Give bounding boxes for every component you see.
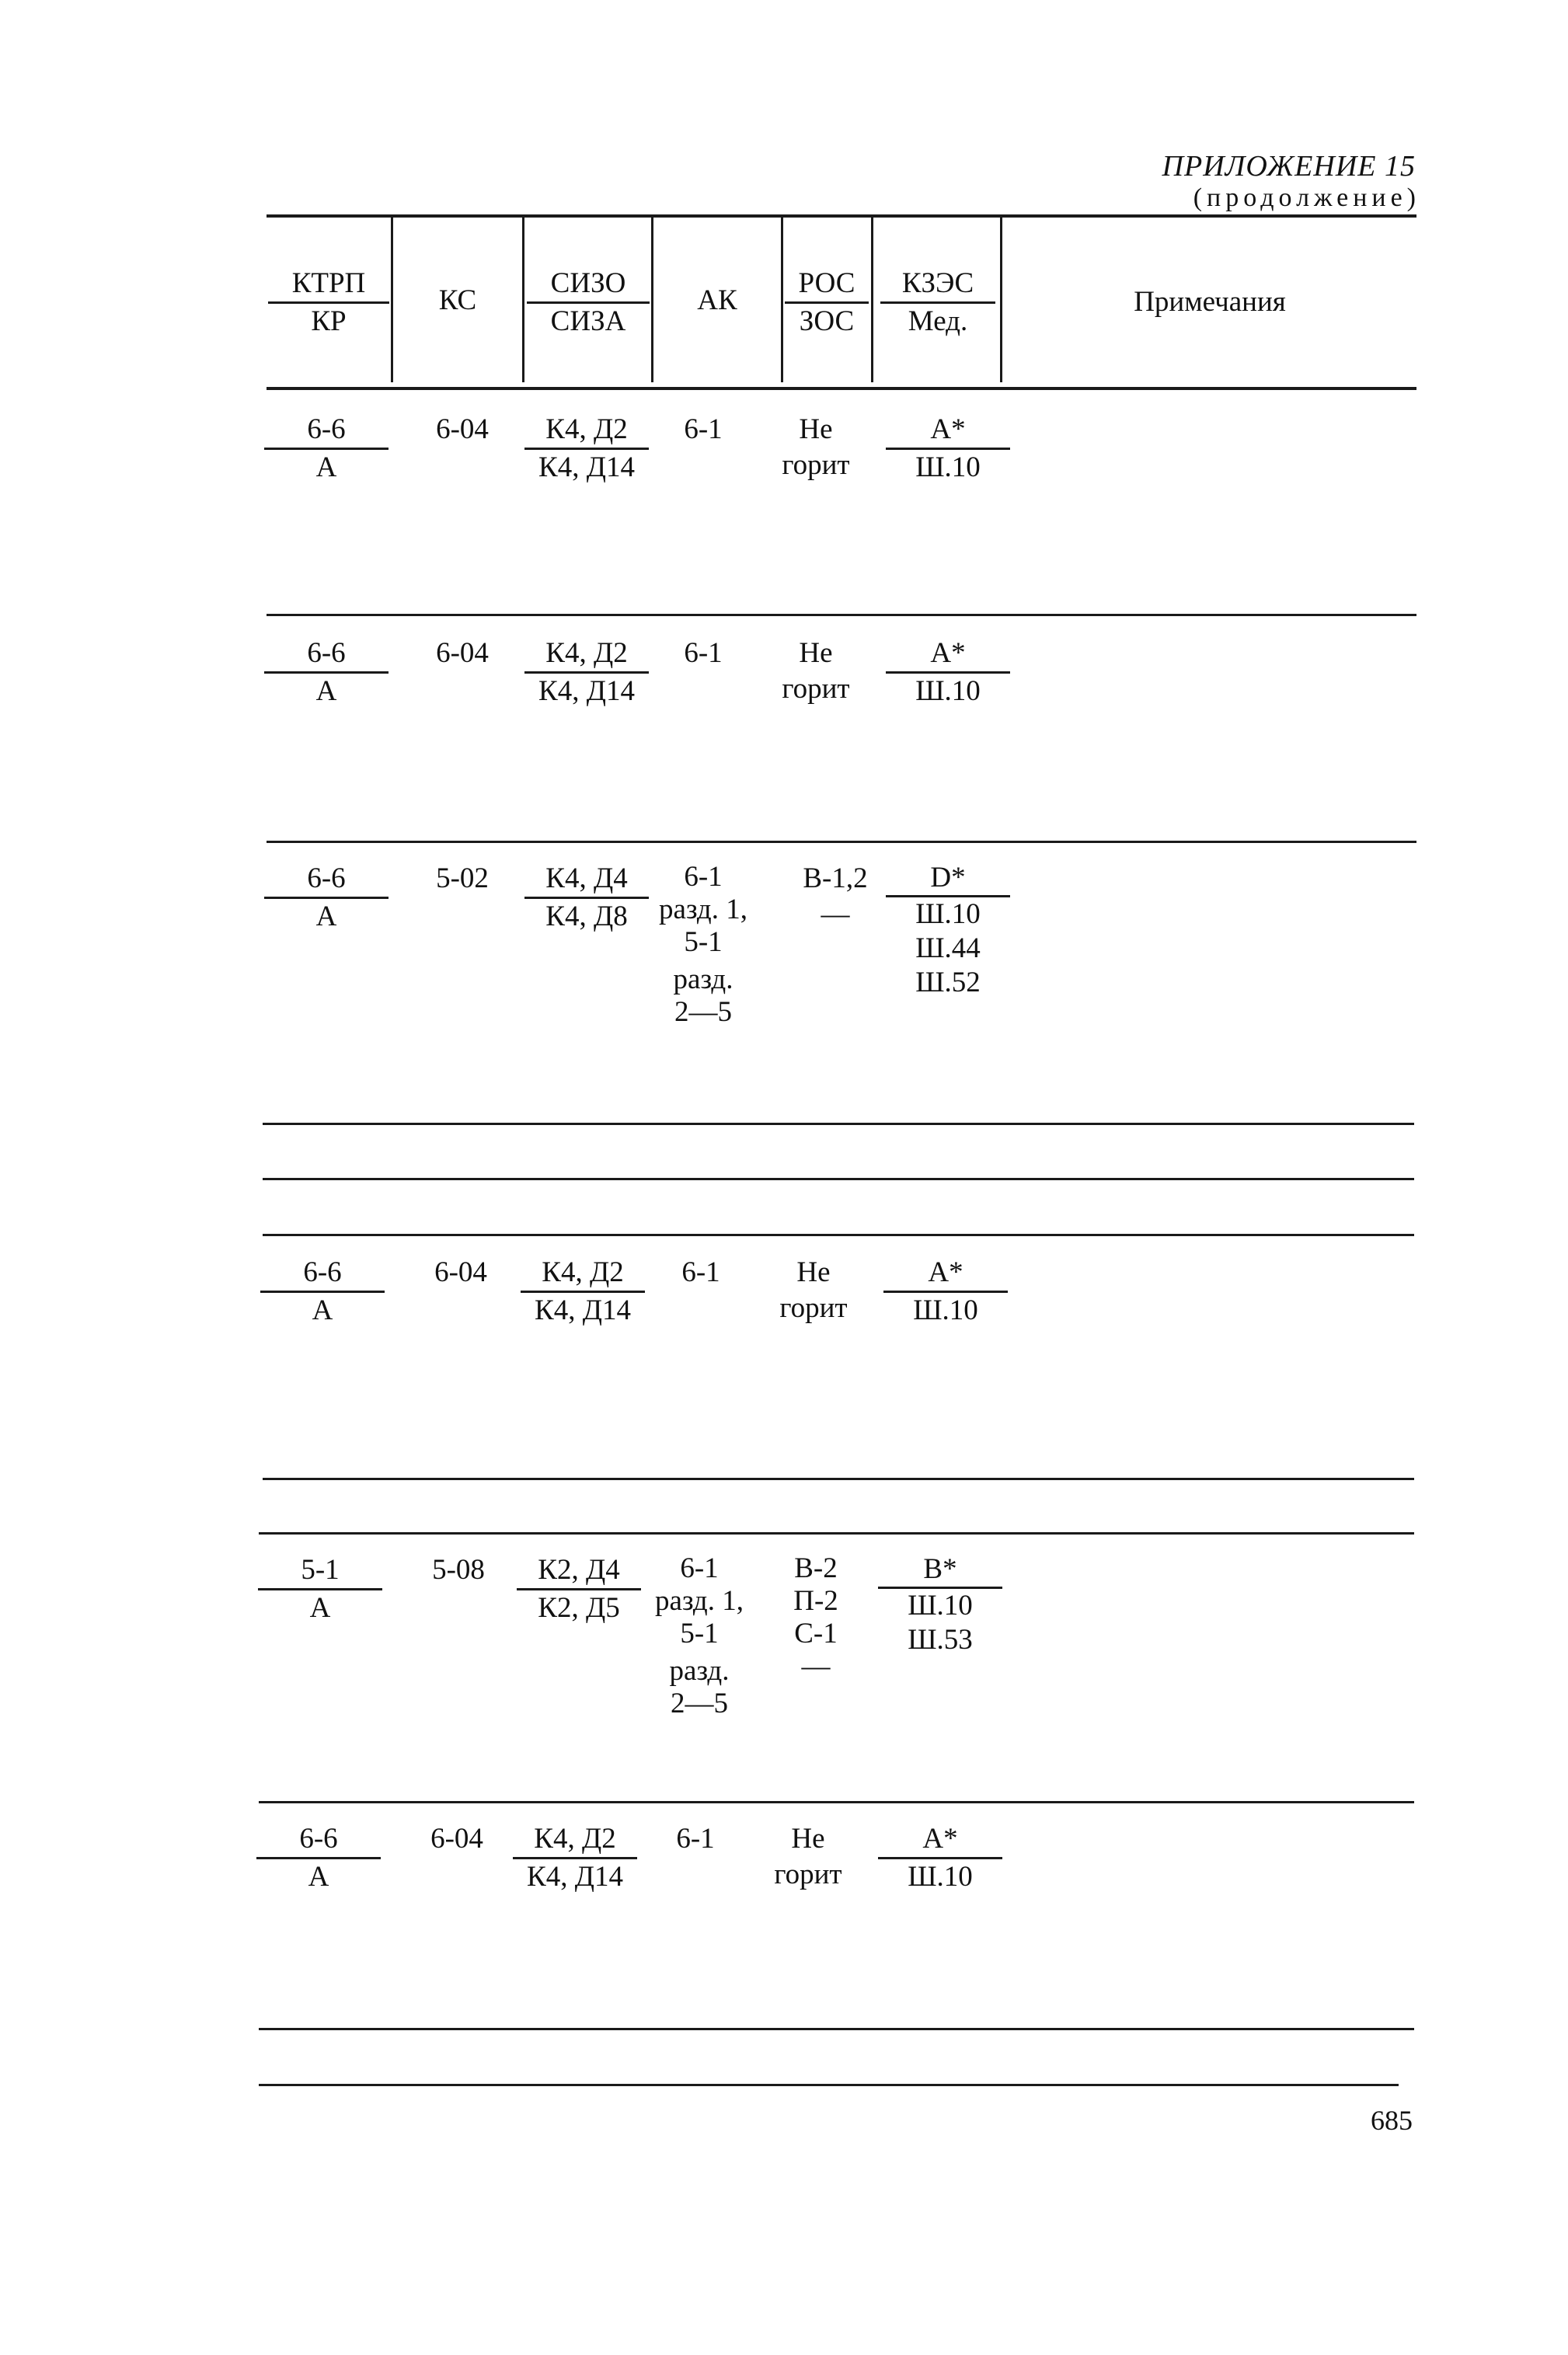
row-divider (267, 614, 1416, 616)
cell-ak: 6-1 (684, 637, 723, 669)
cell-sizo-siza: К4, Д2 К4, Д14 (521, 1255, 645, 1329)
header-divider (1000, 218, 1002, 382)
cell-ros-zos: В-2 П-2 С-1 — (793, 1552, 838, 1682)
cell-ktrp-kr: 6-6 А (264, 861, 389, 935)
cell-ros-zos: В-1,2 — (803, 862, 868, 930)
header-ros-zos (785, 266, 869, 340)
cell-ak: 6-1 разд. 1, 5-1 разд. 2—5 (655, 1552, 744, 1719)
header-sizo-siza (527, 266, 650, 340)
row-divider (259, 1532, 1414, 1535)
table-top-rule (267, 214, 1416, 218)
cell-kzes-med: D* Ш.10 Ш.44 Ш.52 (886, 861, 1010, 1000)
cell-ks: 6-04 (430, 1823, 483, 1855)
header-zos: ЗОС (785, 301, 869, 340)
cell-sizo-siza: К4, Д2 К4, Д14 (513, 1821, 637, 1895)
cell-ros-zos: Не горит (779, 1256, 848, 1324)
row-divider (263, 1123, 1414, 1125)
cell-ktrp-kr: 5-1 А (258, 1552, 382, 1626)
header-ros: РОС (798, 267, 855, 299)
header-kzes-med (880, 266, 995, 340)
cell-ktrp-kr: 6-6 А (264, 412, 389, 486)
row-divider (263, 1234, 1414, 1236)
cell-ktrp-kr: 6-6 А (264, 636, 389, 709)
cell-kzes-med: В* Ш.10 Ш.53 (878, 1552, 1002, 1657)
cell-sizo-siza: К4, Д2 К4, Д14 (524, 636, 649, 709)
cell-kzes-med: А* Ш.10 (886, 412, 1010, 486)
row-divider (259, 1801, 1414, 1803)
cell-kzes-med: А* Ш.10 (886, 636, 1010, 709)
header-divider (871, 218, 873, 382)
header-kr: КР (268, 301, 389, 340)
cell-ros-zos: Не горит (774, 1823, 842, 1890)
cell-kzes-med: А* Ш.10 (883, 1255, 1008, 1329)
cell-ak: 6-1 разд. 1, 5-1 разд. 2—5 (659, 861, 747, 1028)
header-siza: СИЗА (527, 301, 650, 340)
cell-ks: 6-04 (434, 1256, 487, 1288)
cell-ak: 6-1 (684, 413, 723, 445)
cell-sizo-siza: К2, Д4 К2, Д5 (517, 1552, 641, 1626)
header-bottom-rule (267, 387, 1416, 390)
cell-ks: 6-04 (436, 413, 489, 445)
cell-ak: 6-1 (676, 1823, 715, 1855)
cell-ros-zos: Не горит (782, 637, 850, 705)
cell-sizo-siza: К4, Д4 К4, Д8 (524, 861, 649, 935)
appendix-title: ПРИЛОЖЕНИЕ 15 (1162, 150, 1416, 183)
page-number: 685 (1371, 2105, 1413, 2136)
cell-ros-zos: Не горит (782, 413, 850, 481)
cell-sizo-siza: К4, Д2 К4, Д14 (524, 412, 649, 486)
header-kzes: КЗЭС (901, 267, 974, 299)
row-divider (259, 2028, 1414, 2030)
cell-ak: 6-1 (681, 1256, 720, 1288)
header-divider (522, 218, 524, 382)
row-divider (263, 1178, 1414, 1180)
cell-ks: 5-08 (432, 1554, 485, 1586)
header-sizo: СИЗО (550, 267, 626, 299)
header-med: Мед. (880, 301, 995, 340)
appendix-subtitle: (продолжение) (1193, 183, 1420, 212)
header-ks: КС (438, 284, 477, 316)
header-ktrp-kr (268, 266, 389, 340)
cell-ks: 5-02 (436, 862, 489, 894)
cell-ktrp-kr: 6-6 А (260, 1255, 385, 1329)
cell-ktrp-kr: 6-6 А (256, 1821, 381, 1895)
table-bottom-rule (259, 2084, 1399, 2086)
cell-kzes-med: А* Ш.10 (878, 1821, 1002, 1895)
cell-ks: 6-04 (436, 637, 489, 669)
row-divider (263, 1478, 1414, 1480)
header-notes: Примечания (1134, 286, 1286, 318)
header-ktrp: КТРП (291, 267, 366, 299)
header-divider (781, 218, 783, 382)
row-divider (267, 841, 1416, 843)
header-ak: АК (697, 284, 737, 316)
